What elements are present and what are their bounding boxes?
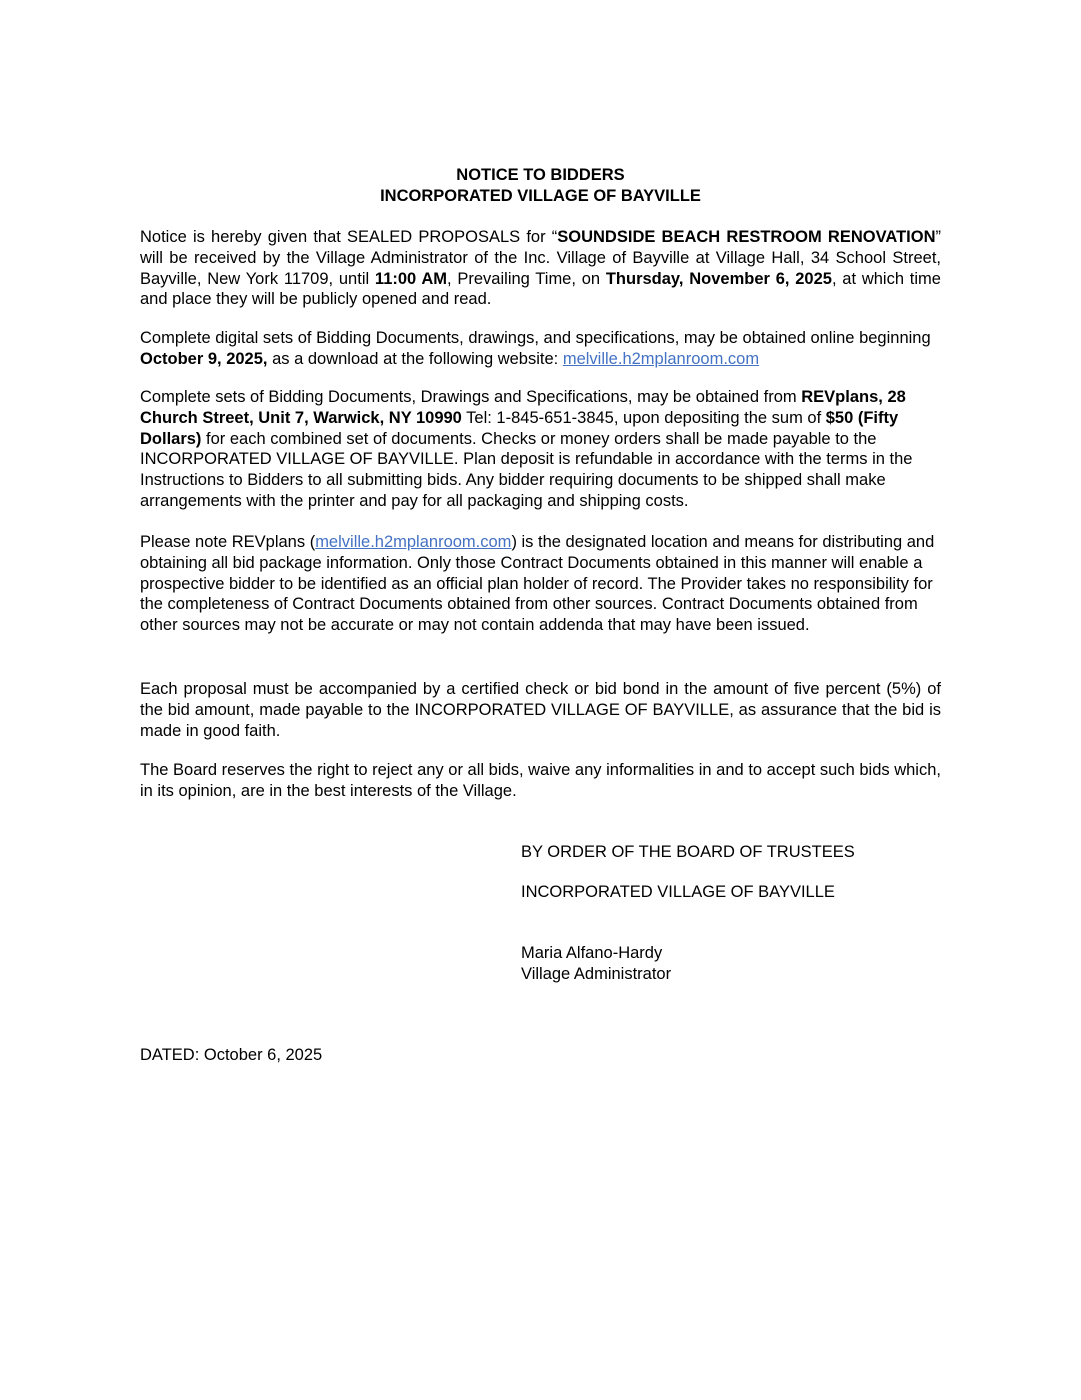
signature-title: Village Administrator bbox=[521, 965, 672, 983]
bid-time: 11:00 AM bbox=[374, 269, 448, 288]
p3-text-e: for each combined set of documents. Checks or money orders shall be made payable to the INCORPORATED VILLAGE OF BAYVILLE. Plan deposit is refundable in accordance with the terms in the Instructions to Bidders to all submitting bids. Any bidder requiring documents to be shipped shall make arrangements with the printer and pay for all packaging and shipping costs. bbox=[140, 429, 913, 510]
p1-text-c: ” will be received by the Village Administrator of the Inc. Village of Bayville at Village Hall, 34 School Street, Bayville, New York 11709, until bbox=[140, 228, 941, 288]
p1-text-a: Notice is hereby given that SEALED PROPOSALS for “ bbox=[140, 228, 558, 246]
planroom-link[interactable]: melville.h2mplanroom.com bbox=[562, 349, 760, 368]
signature-org: INCORPORATED VILLAGE OF BAYVILLE bbox=[521, 883, 835, 901]
signature-name: Maria Alfano-Hardy bbox=[521, 944, 663, 962]
p4-text-a: Please note REVplans ( bbox=[140, 533, 316, 551]
planroom-link-2[interactable]: melville.h2mplanroom.com bbox=[315, 533, 512, 551]
p3-text-c: Tel: 1-845-651-3845, upon depositing the sum of bbox=[461, 408, 826, 427]
paragraph-printed-sets bbox=[140, 387, 941, 512]
p1-text-e: , Prevailing Time, on bbox=[447, 269, 606, 288]
p1-text-g: , at which time and place they will be publicly opened and read. bbox=[140, 269, 941, 309]
p2-text-c: as a download at the following website: bbox=[267, 349, 563, 368]
p3-text-a: Complete sets of Bidding Documents, Drawings and Specifications, may be obtained from bbox=[140, 388, 802, 406]
bid-date: Thursday, November 6, 2025 bbox=[605, 269, 832, 288]
p2-text-a: Complete digital sets of Bidding Documents, drawings, and specifications, may be obtained online beginning bbox=[140, 329, 931, 347]
paragraph-bid-bond: Each proposal must be accompanied by a certified check or bid bond in the amount of five percent (5%) of the bid amount, made payable to the INCORPORATED VILLAGE OF BAYVILLE, as assurance that the bid is made in good faith. bbox=[140, 680, 941, 740]
notice-subtitle: INCORPORATED VILLAGE OF BAYVILLE bbox=[380, 187, 701, 205]
paragraph-designated-location bbox=[140, 532, 941, 636]
p4-text-b: ) is the designated location and means for distributing and obtaining all bid package information. Only those Contract Documents obtained in this manner will enable a prospective bidder to be identified as an official plan holder of record. The Provider takes no responsibility for the completeness of Contract Documents obtained from other sources. Contract Documents obtained from other sources may not be accurate or may not contain addenda that may have been issued. bbox=[140, 533, 935, 635]
paragraph-sealed-proposals bbox=[140, 227, 941, 310]
printer-address: REVplans, 28 Church Street, Unit 7, Warwick, NY 10990 bbox=[140, 388, 906, 427]
notice-title: NOTICE TO BIDDERS bbox=[456, 166, 625, 184]
signature-order: BY ORDER OF THE BOARD OF TRUSTEES bbox=[521, 843, 855, 861]
dated-line: DATED: October 6, 2025 bbox=[140, 1046, 323, 1064]
paragraph-digital-sets bbox=[140, 328, 941, 370]
paragraph-board-rights: The Board reserves the right to reject any or all bids, waive any informalities in and to accept such bids which, in its opinion, are in the best interests of the Village. bbox=[140, 761, 941, 800]
availability-date: October 9, 2025, bbox=[140, 349, 268, 368]
project-name: SOUNDSIDE BEACH RESTROOM RENOVATION bbox=[557, 228, 936, 246]
deposit-amount: $50 (Fifty Dollars) bbox=[140, 408, 899, 448]
